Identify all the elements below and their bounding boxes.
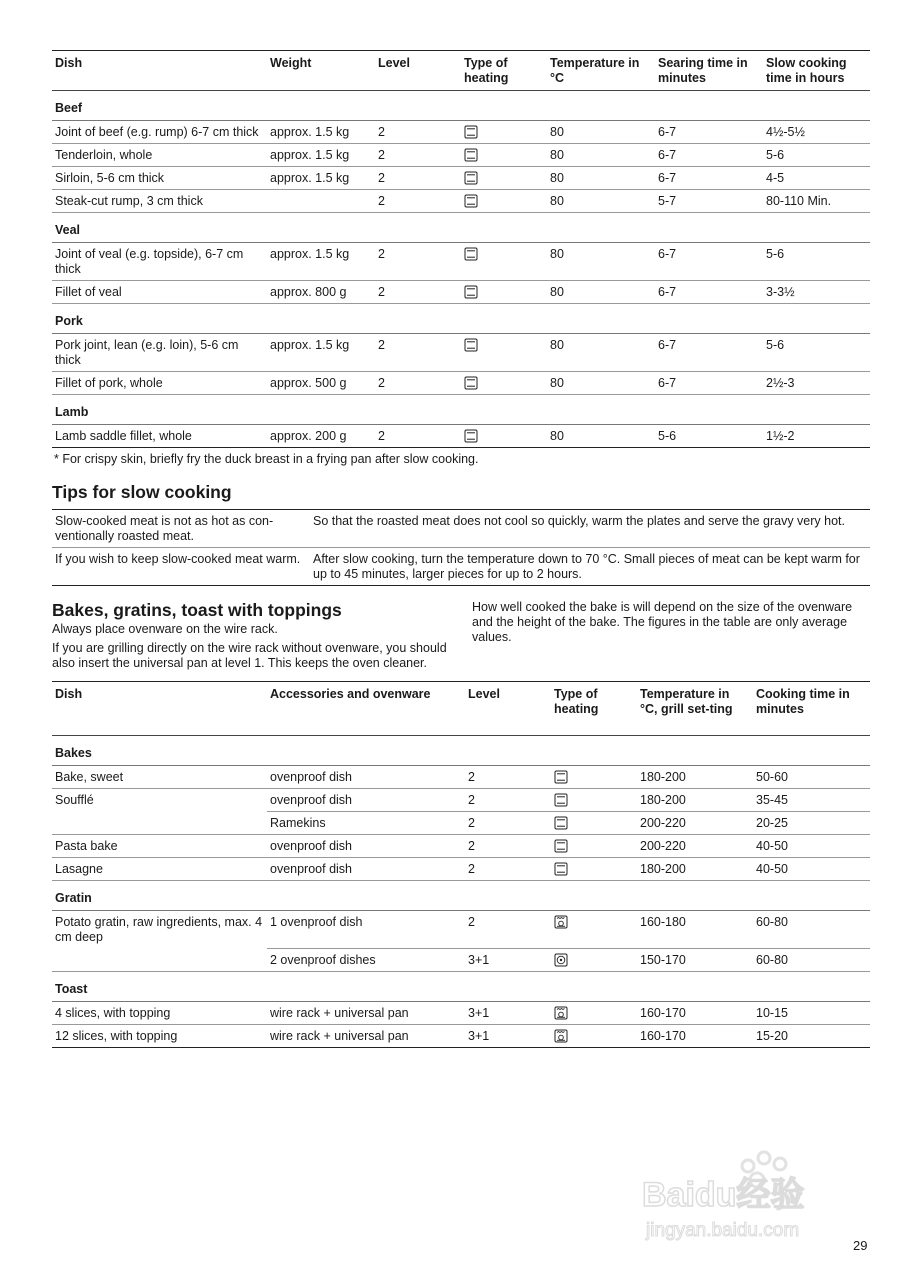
bakes-para-1: Always place ovenware on the wire rack. bbox=[52, 622, 278, 636]
table-row bbox=[52, 789, 870, 812]
table-row bbox=[52, 425, 870, 448]
cell-weight: approx. 500 g bbox=[267, 372, 375, 395]
column-header: Searing time in minutes bbox=[658, 56, 748, 85]
cell-searing: 6-7 bbox=[655, 121, 763, 144]
page bbox=[52, 50, 870, 1048]
cell-temp: 80 bbox=[547, 190, 655, 213]
top-bottom-heat-icon bbox=[464, 171, 478, 185]
cell-dish: Fillet of pork, whole bbox=[52, 372, 267, 395]
cell-weight: approx. 200 g bbox=[267, 425, 375, 448]
cell-dish bbox=[52, 812, 267, 835]
column-header: Dish bbox=[55, 56, 83, 70]
tip-problem: If you wish to keep slow-cooked meat warm. bbox=[52, 548, 310, 586]
cell-dish: Steak-cut rump, 3 cm thick bbox=[52, 190, 267, 213]
cell-heating bbox=[551, 1025, 637, 1048]
cell-level: 2 bbox=[375, 190, 461, 213]
cell-time: 10-15 bbox=[753, 1002, 870, 1025]
cell-temp: 80 bbox=[547, 372, 655, 395]
cell-temp: 160-180 bbox=[637, 911, 753, 949]
cell-weight: approx. 1.5 kg bbox=[267, 144, 375, 167]
table-row bbox=[52, 190, 870, 213]
column-header: Level bbox=[378, 56, 410, 70]
bakes-para-2: If you are grilling directly on the wire rack without ovenware, you should also insert the universal pan at level 1. This keeps the oven cleaner. bbox=[52, 641, 447, 670]
cell-level: 2 bbox=[465, 911, 551, 949]
hot-air-icon bbox=[554, 953, 568, 967]
cell-temp: 80 bbox=[547, 425, 655, 448]
cell-slow: 1½-2 bbox=[763, 425, 870, 448]
cell-dish: Bake, sweet bbox=[52, 766, 267, 789]
table-header-row bbox=[52, 51, 870, 91]
cell-weight: approx. 1.5 kg bbox=[267, 334, 375, 372]
footnote: * For crispy skin, briefly fry the duck breast in a frying pan after slow cooking. bbox=[54, 452, 479, 466]
cell-heating bbox=[461, 167, 547, 190]
cell-level: 2 bbox=[465, 835, 551, 858]
cell-heating bbox=[551, 911, 637, 949]
top-bottom-heat-icon bbox=[554, 770, 568, 784]
cell-dish bbox=[52, 949, 267, 972]
cell-heating bbox=[551, 789, 637, 812]
cell-searing: 6-7 bbox=[655, 281, 763, 304]
cell-temp: 200-220 bbox=[637, 835, 753, 858]
table-row bbox=[52, 911, 870, 949]
tips-table bbox=[52, 509, 870, 586]
table-row bbox=[52, 281, 870, 304]
cell-acc: 1 ovenproof dish bbox=[267, 911, 465, 949]
cell-level: 2 bbox=[465, 858, 551, 881]
top-bottom-heat-icon bbox=[464, 125, 478, 139]
cell-temp: 180-200 bbox=[637, 858, 753, 881]
table-row bbox=[52, 334, 870, 372]
tip-problem: Slow-cooked meat is not as hot as con-ventionally roasted meat. bbox=[52, 510, 310, 548]
category-row bbox=[52, 91, 870, 121]
cell-dish: Fillet of veal bbox=[52, 281, 267, 304]
watermark-url: jingyan.baidu.com bbox=[646, 1220, 800, 1241]
cell-weight: approx. 1.5 kg bbox=[267, 121, 375, 144]
baidu-watermark bbox=[640, 1144, 860, 1244]
cell-temp: 80 bbox=[547, 243, 655, 281]
cell-acc: 2 ovenproof dishes bbox=[267, 949, 465, 972]
category-row bbox=[52, 972, 870, 1002]
top-bottom-heat-icon bbox=[464, 338, 478, 352]
cell-level: 2 bbox=[375, 281, 461, 304]
cell-time: 50-60 bbox=[753, 766, 870, 789]
cell-dish: Soufflé bbox=[55, 793, 94, 807]
column-header: Weight bbox=[270, 56, 312, 70]
table-row bbox=[52, 812, 870, 835]
category-row bbox=[52, 881, 870, 911]
cell-searing: 5-6 bbox=[655, 425, 763, 448]
cell-temp: 150-170 bbox=[637, 949, 753, 972]
column-header: Dish bbox=[55, 687, 83, 701]
tips-heading: Tips for slow cooking bbox=[52, 482, 232, 502]
column-header: Type of heating bbox=[464, 56, 509, 85]
bakes-intro bbox=[52, 600, 870, 671]
slow-cooking-meat-table bbox=[52, 50, 870, 448]
cell-dish: Joint of veal (e.g. topside), 6-7 cm thick bbox=[52, 243, 267, 281]
cell-slow: 4-5 bbox=[763, 167, 870, 190]
cell-dish: Potato gratin, raw ingredients, max. 4 cm deep bbox=[55, 915, 263, 944]
cell-level: 2 bbox=[375, 334, 461, 372]
table-row bbox=[52, 144, 870, 167]
table-row bbox=[52, 766, 870, 789]
cell-time: 40-50 bbox=[753, 858, 870, 881]
cell-dish: Pork joint, lean (e.g. loin), 5-6 cm thick bbox=[52, 334, 267, 372]
cell-time: 60-80 bbox=[753, 949, 870, 972]
top-bottom-heat-icon bbox=[464, 429, 478, 443]
tip-solution: After slow cooking, turn the temperature down to 70 °C. Small pieces of meat can be kept warm for up to 45 minutes, larger pieces for up to 2 hours. bbox=[310, 548, 870, 586]
cell-level: 3+1 bbox=[465, 1002, 551, 1025]
cell-weight: approx. 800 g bbox=[267, 281, 375, 304]
bakes-para-3: How well cooked the bake is will depend on the size of the ovenware and the height of the bake. The figures in the table are only average values. bbox=[472, 600, 853, 644]
cell-slow: 5-6 bbox=[763, 334, 870, 372]
cell-level: 2 bbox=[375, 144, 461, 167]
cell-level: 2 bbox=[375, 372, 461, 395]
column-header: Cooking time in minutes bbox=[756, 687, 850, 716]
column-header: Slow cooking time in hours bbox=[766, 56, 847, 85]
cell-level: 2 bbox=[375, 167, 461, 190]
cell-acc: Ramekins bbox=[267, 812, 465, 835]
cell-temp: 180-200 bbox=[637, 789, 753, 812]
cell-slow: 5-6 bbox=[763, 243, 870, 281]
cell-heating bbox=[461, 144, 547, 167]
cell-weight bbox=[267, 190, 375, 213]
cell-level: 2 bbox=[375, 425, 461, 448]
cell-time: 60-80 bbox=[753, 911, 870, 949]
column-header: Accessories and ovenware bbox=[270, 687, 431, 701]
category-label: Pork bbox=[52, 304, 870, 334]
category-row bbox=[52, 736, 870, 766]
top-bottom-heat-icon bbox=[554, 816, 568, 830]
top-bottom-heat-icon bbox=[554, 793, 568, 807]
cell-searing: 6-7 bbox=[655, 167, 763, 190]
bakes-table bbox=[52, 681, 870, 1048]
cell-searing: 6-7 bbox=[655, 372, 763, 395]
table-row bbox=[52, 372, 870, 395]
top-bottom-heat-icon bbox=[464, 285, 478, 299]
cell-heating bbox=[461, 372, 547, 395]
cell-heating bbox=[551, 766, 637, 789]
cell-slow: 3-3½ bbox=[763, 281, 870, 304]
cell-dish: 4 slices, with topping bbox=[52, 1002, 267, 1025]
cell-dish: Sirloin, 5-6 cm thick bbox=[52, 167, 267, 190]
column-header: Temperature in °C, grill set-ting bbox=[640, 687, 733, 716]
cell-heating bbox=[551, 835, 637, 858]
cell-dish: Joint of beef (e.g. rump) 6-7 cm thick bbox=[52, 121, 267, 144]
cell-slow: 80-110 Min. bbox=[763, 190, 870, 213]
cell-temp: 80 bbox=[547, 167, 655, 190]
category-label: Gratin bbox=[52, 881, 870, 911]
tips-row bbox=[52, 548, 870, 586]
top-bottom-heat-icon bbox=[464, 247, 478, 261]
cell-acc: ovenproof dish bbox=[267, 789, 465, 812]
category-label: Toast bbox=[52, 972, 870, 1002]
cell-acc: wire rack + universal pan bbox=[267, 1025, 465, 1048]
cell-slow: 4½-5½ bbox=[763, 121, 870, 144]
table-header-row bbox=[52, 682, 870, 736]
column-header: Type of heating bbox=[554, 687, 599, 716]
cell-time: 15-20 bbox=[753, 1025, 870, 1048]
cell-acc: ovenproof dish bbox=[267, 835, 465, 858]
top-bottom-heat-icon bbox=[464, 194, 478, 208]
grill-fan-icon bbox=[554, 915, 568, 929]
category-label: Beef bbox=[52, 91, 870, 121]
grill-fan-icon bbox=[554, 1029, 568, 1043]
cell-heating bbox=[461, 334, 547, 372]
bakes-heading: Bakes, gratins, toast with toppings bbox=[52, 600, 342, 620]
cell-dish: Tenderloin, whole bbox=[52, 144, 267, 167]
table-row bbox=[52, 121, 870, 144]
cell-dish: 12 slices, with topping bbox=[52, 1025, 267, 1048]
cell-temp: 160-170 bbox=[637, 1002, 753, 1025]
page-number: 29 bbox=[853, 1238, 868, 1253]
tip-solution: So that the roasted meat does not cool so quickly, warm the plates and serve the gravy very hot. bbox=[310, 510, 870, 548]
column-header: Level bbox=[468, 687, 500, 701]
cell-level: 2 bbox=[465, 766, 551, 789]
cell-acc: wire rack + universal pan bbox=[267, 1002, 465, 1025]
table-row bbox=[52, 858, 870, 881]
grill-fan-icon bbox=[554, 1006, 568, 1020]
cell-dish: Lasagne bbox=[52, 858, 267, 881]
category-label: Veal bbox=[52, 213, 870, 243]
category-label: Lamb bbox=[52, 395, 870, 425]
cell-weight: approx. 1.5 kg bbox=[267, 167, 375, 190]
table-row bbox=[52, 949, 870, 972]
cell-searing: 6-7 bbox=[655, 144, 763, 167]
cell-time: 35-45 bbox=[753, 789, 870, 812]
cell-temp: 80 bbox=[547, 144, 655, 167]
category-row bbox=[52, 304, 870, 334]
top-bottom-heat-icon bbox=[464, 376, 478, 390]
cell-time: 20-25 bbox=[753, 812, 870, 835]
cell-dish: Pasta bake bbox=[52, 835, 267, 858]
cell-heating bbox=[461, 243, 547, 281]
cell-level: 3+1 bbox=[465, 1025, 551, 1048]
cell-temp: 200-220 bbox=[637, 812, 753, 835]
cell-level: 3+1 bbox=[465, 949, 551, 972]
top-bottom-heat-icon bbox=[464, 148, 478, 162]
cell-time: 40-50 bbox=[753, 835, 870, 858]
cell-heating bbox=[461, 121, 547, 144]
cell-level: 2 bbox=[465, 812, 551, 835]
cell-level: 2 bbox=[465, 789, 551, 812]
cell-heating bbox=[461, 281, 547, 304]
table-row bbox=[52, 167, 870, 190]
cell-temp: 80 bbox=[547, 121, 655, 144]
category-label: Bakes bbox=[52, 736, 870, 766]
cell-heating bbox=[551, 1002, 637, 1025]
cell-dish: Lamb saddle fillet, whole bbox=[52, 425, 267, 448]
cell-acc: ovenproof dish bbox=[267, 858, 465, 881]
cell-temp: 80 bbox=[547, 281, 655, 304]
cell-searing: 6-7 bbox=[655, 334, 763, 372]
cell-heating bbox=[551, 858, 637, 881]
cell-heating bbox=[551, 812, 637, 835]
table-row bbox=[52, 1025, 870, 1048]
cell-heating bbox=[551, 949, 637, 972]
top-bottom-heat-icon bbox=[554, 862, 568, 876]
cell-slow: 5-6 bbox=[763, 144, 870, 167]
cell-searing: 5-7 bbox=[655, 190, 763, 213]
cell-acc: ovenproof dish bbox=[267, 766, 465, 789]
cell-temp: 80 bbox=[547, 334, 655, 372]
table-row bbox=[52, 835, 870, 858]
cell-heating bbox=[461, 190, 547, 213]
top-bottom-heat-icon bbox=[554, 839, 568, 853]
column-header: Temperature in °C bbox=[550, 56, 640, 85]
watermark-brand: Baidu经验 bbox=[642, 1176, 805, 1214]
cell-slow: 2½-3 bbox=[763, 372, 870, 395]
cell-temp: 160-170 bbox=[637, 1025, 753, 1048]
tips-row bbox=[52, 510, 870, 548]
category-row bbox=[52, 213, 870, 243]
cell-searing: 6-7 bbox=[655, 243, 763, 281]
cell-temp: 180-200 bbox=[637, 766, 753, 789]
cell-weight: approx. 1.5 kg bbox=[267, 243, 375, 281]
cell-level: 2 bbox=[375, 121, 461, 144]
cell-heating bbox=[461, 425, 547, 448]
category-row bbox=[52, 395, 870, 425]
table-row bbox=[52, 1002, 870, 1025]
cell-level: 2 bbox=[375, 243, 461, 281]
table-row bbox=[52, 243, 870, 281]
